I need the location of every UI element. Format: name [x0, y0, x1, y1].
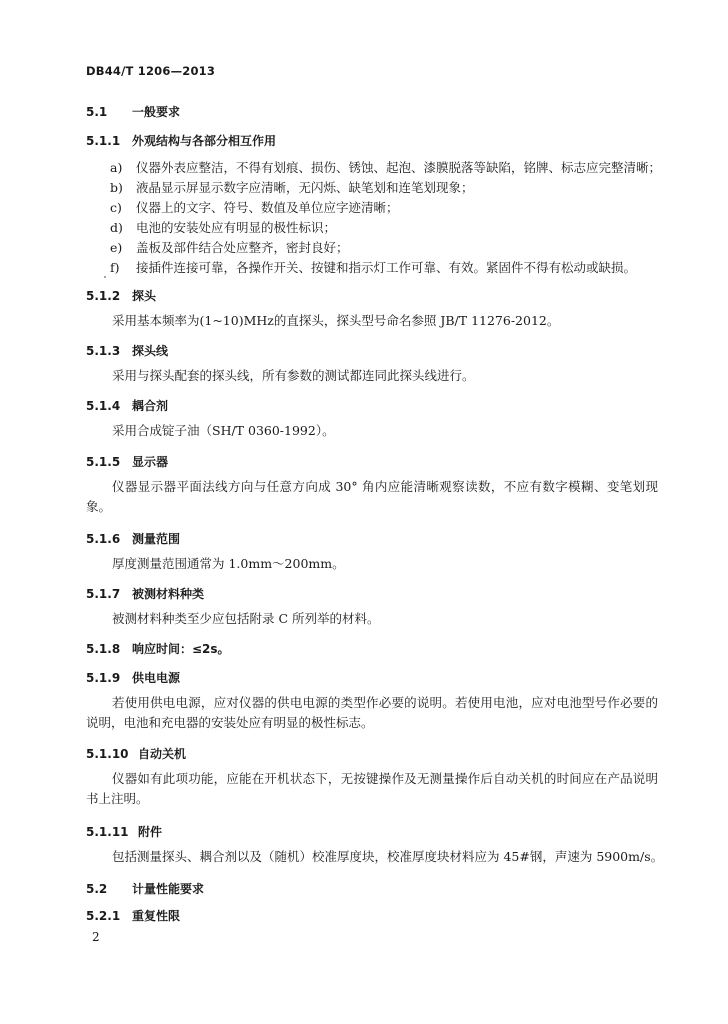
- section-number: 5.1.11: [86, 825, 129, 839]
- list-text: 接插件连接可靠，各操作开关、按键和指示灯工作可靠、有效。紧固件不得有松动或缺损。: [136, 260, 637, 275]
- list-item: [110, 178, 474, 196]
- list-item: [110, 218, 336, 236]
- section-title: 被测材料种类: [132, 587, 205, 601]
- section-number: 5.1.7: [86, 587, 121, 601]
- list-item: [110, 238, 349, 256]
- section-number: 5.1: [86, 105, 108, 119]
- section-number: 5.1.4: [86, 399, 121, 413]
- list-item: [110, 258, 636, 276]
- section-number: 5.2: [86, 882, 108, 896]
- list-marker: a): [110, 160, 123, 175]
- section-heading-5-1-6: [86, 530, 180, 547]
- section-number: 5.1.8: [86, 642, 121, 656]
- section-heading-5-1-11: [86, 823, 162, 840]
- list-text: 仪器上的文字、符号、数值及单位应字迹清晰；: [136, 200, 399, 215]
- section-title: 响应时间：≤2s。: [132, 642, 230, 656]
- list-marker: f): [110, 260, 120, 275]
- list-text: 盖板及部件结合处应整齐，密封良好；: [136, 240, 349, 255]
- section-title: 附件: [138, 825, 163, 839]
- list-text: 电池的安装处应有明显的极性标识；: [136, 220, 337, 235]
- section-heading-5-1: [86, 103, 180, 120]
- scan-speck: [104, 276, 106, 278]
- section-heading-5-1-7: [86, 585, 204, 602]
- section-number: 5.1.2: [86, 289, 121, 303]
- section-body-5-1-4: 采用合成锭子油（SH/T 0360-1992）。: [112, 423, 335, 438]
- section-title: 探头线: [132, 344, 169, 358]
- section-title: 自动关机: [138, 747, 187, 761]
- section-title: 计量性能要求: [132, 882, 205, 896]
- section-body-5-1-3: 采用与探头配套的探头线，所有参数的测试都连同此探头线进行。: [112, 368, 475, 383]
- section-heading-5-1-1: [86, 132, 276, 149]
- list-item: [110, 198, 399, 216]
- section-title: 供电电源: [132, 671, 181, 685]
- section-title: 耦合剂: [132, 399, 169, 413]
- section-body-5-1-9: 若使用供电电源，应对仪器的供电电源的类型作必要的说明。若使用电池，应对电池型号作必要的说明，电池和充电器的安装处应有明显的极性标志。: [86, 695, 658, 730]
- section-number: 5.2.1: [86, 909, 121, 923]
- list-marker: e): [110, 240, 123, 255]
- section-title: 探头: [132, 289, 157, 303]
- section-body-5-1-11: 包括测量探头、耦合剂以及（随机）校准厚度块，校准厚度块材料应为 45#钢，声速为 5900m/s。: [112, 849, 664, 864]
- section-heading-5-1-10: [86, 745, 186, 762]
- section-heading-5-2-1: [86, 907, 180, 924]
- section-number: 5.1.1: [86, 134, 121, 148]
- list-item: [110, 158, 661, 176]
- list-marker: b): [110, 180, 123, 195]
- section-body-5-1-2: 采用基本频率为(1~10)MHz的直探头，探头型号命名参照 JB/T 11276-2012。: [112, 313, 560, 328]
- section-title: 一般要求: [132, 105, 181, 119]
- section-body-5-1-10: 仪器如有此项功能，应能在开机状态下，无按键操作及无测量操作后自动关机的时间应在产品说明书上注明。: [86, 771, 658, 806]
- section-number: 5.1.5: [86, 455, 121, 469]
- section-title: 重复性限: [132, 909, 181, 923]
- section-heading-5-1-4: [86, 397, 168, 414]
- section-title: 外观结构与各部分相互作用: [132, 134, 277, 148]
- section-body-5-1-6: 厚度测量范围通常为 1.0mm～200mm。: [112, 556, 345, 571]
- list-marker: c): [110, 200, 122, 215]
- section-number: 5.1.6: [86, 532, 121, 546]
- section-title: 测量范围: [132, 532, 181, 546]
- section-title: 显示器: [132, 455, 169, 469]
- standard-code: DB44/T 1206—2013: [86, 64, 216, 78]
- section-heading-5-1-2: [86, 287, 156, 304]
- section-heading-5-1-3: [86, 342, 168, 359]
- section-heading-5-2: [86, 880, 204, 897]
- section-number: 5.1.10: [86, 747, 129, 761]
- section-body-5-1-5: 仪器显示器平面法线方向与任意方向成 30° 角内应能清晰观察读数，不应有数字模糊、变笔划现象。: [86, 479, 658, 514]
- section-number: 5.1.3: [86, 344, 121, 358]
- section-heading-5-1-8: [86, 640, 230, 657]
- list-marker: d): [110, 220, 123, 235]
- page-number: 2: [92, 930, 100, 944]
- section-number: 5.1.9: [86, 671, 121, 685]
- section-body-5-1-7: 被测材料种类至少应包括附录 C 所列举的材料。: [112, 611, 380, 626]
- section-heading-5-1-9: [86, 669, 180, 686]
- list-text: 液晶显示屏显示数字应清晰，无闪烁、缺笔划和连笔划现象；: [136, 180, 474, 195]
- section-heading-5-1-5: [86, 453, 168, 470]
- list-text: 仪器外表应整洁，不得有划痕、损伤、锈蚀、起泡、漆膜脱落等缺陷，铭牌、标志应完整清晰；: [136, 160, 662, 175]
